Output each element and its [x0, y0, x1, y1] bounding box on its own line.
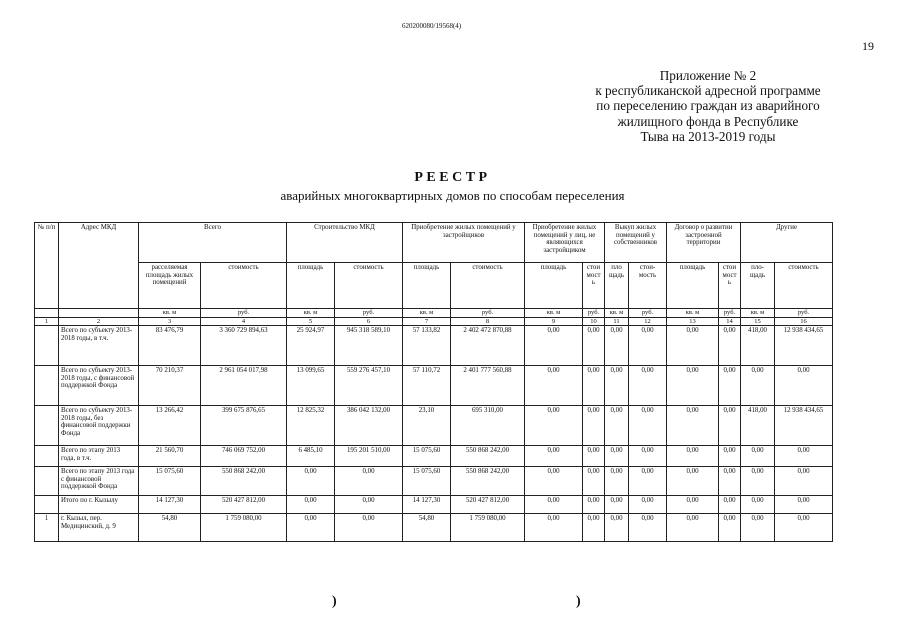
row-address: Всего по этапу 2013 года, в т.ч. — [59, 446, 139, 467]
subheader-area: площадь — [403, 263, 451, 309]
value-cell: 0,00 — [629, 467, 667, 496]
page-number: 19 — [862, 39, 874, 53]
table-row — [35, 514, 833, 542]
table-row — [35, 326, 833, 366]
value-cell: 386 042 132,00 — [335, 406, 403, 446]
subheader-cost: стоимость — [775, 263, 833, 309]
register-title: РЕЕСТР — [414, 170, 491, 185]
value-cell: 0,00 — [629, 514, 667, 542]
header-buyout: Выкуп жилых помещений у собственников — [605, 223, 667, 263]
value-cell: 70 210,37 — [139, 366, 201, 406]
value-cell: 0,00 — [583, 467, 605, 496]
value-cell: 0,00 — [775, 496, 833, 514]
value-cell: 0,00 — [525, 467, 583, 496]
column-number: 4 — [201, 317, 287, 326]
column-number: 3 — [139, 317, 201, 326]
value-cell: 2 402 472 870,88 — [451, 326, 525, 366]
value-cell: 57 110,72 — [403, 366, 451, 406]
value-cell: 945 318 589,10 — [335, 326, 403, 366]
subheader-area: пло щадь — [605, 263, 629, 309]
value-cell: 0,00 — [719, 366, 741, 406]
table-row — [35, 446, 833, 467]
column-number: 15 — [741, 317, 775, 326]
value-cell: 0,00 — [605, 496, 629, 514]
register-subtitle: аварийных многоквартирных домов по способам переселения — [280, 188, 625, 203]
value-cell: 13 266,42 — [139, 406, 201, 446]
value-cell: 15 075,60 — [403, 446, 451, 467]
value-cell: 0,00 — [667, 366, 719, 406]
value-cell: 0,00 — [583, 406, 605, 446]
value-cell: 0,00 — [629, 366, 667, 406]
column-number: 2 — [59, 317, 139, 326]
unit-cell: кв. м — [605, 309, 629, 318]
value-cell: 12 938 434,65 — [775, 406, 833, 446]
value-cell: 0,00 — [667, 326, 719, 366]
value-cell: 0,00 — [525, 514, 583, 542]
value-cell: 0,00 — [605, 467, 629, 496]
document-number: 620200080/19568(4) — [402, 22, 462, 30]
value-cell: 0,00 — [667, 467, 719, 496]
value-cell: 0,00 — [629, 496, 667, 514]
row-number — [35, 406, 59, 446]
value-cell: 0,00 — [583, 326, 605, 366]
header-address: Адрес МКД — [59, 223, 139, 309]
row-number — [35, 366, 59, 406]
appendix-line: к республиканской адресной программе — [595, 83, 821, 99]
value-cell: 25 924,97 — [287, 326, 335, 366]
value-cell: 520 427 812,00 — [201, 496, 287, 514]
value-cell: 559 276 457,10 — [335, 366, 403, 406]
value-cell: 0,00 — [525, 446, 583, 467]
value-cell: 0,00 — [287, 496, 335, 514]
value-cell: 15 075,60 — [139, 467, 201, 496]
unit-cell: кв. м — [139, 309, 201, 318]
value-cell: 12 938 434,65 — [775, 326, 833, 366]
value-cell: 0,00 — [629, 406, 667, 446]
column-number: 5 — [287, 317, 335, 326]
value-cell: 0,00 — [775, 366, 833, 406]
value-cell: 0,00 — [719, 326, 741, 366]
value-cell: 0,00 — [719, 514, 741, 542]
value-cell: 550 868 242,00 — [451, 467, 525, 496]
header-acquisition-others: Приобретение жилых помещений у лиц, не являющихся застройщиком — [525, 223, 605, 263]
column-number: 7 — [403, 317, 451, 326]
value-cell: 0,00 — [741, 496, 775, 514]
value-cell: 0,00 — [525, 326, 583, 366]
value-cell: 0,00 — [605, 514, 629, 542]
subheader-area: пло- щадь — [741, 263, 775, 309]
table-row — [35, 467, 833, 496]
subheader-cost: стоимость — [335, 263, 403, 309]
column-number: 12 — [629, 317, 667, 326]
row-number: 1 — [35, 514, 59, 542]
value-cell: 0,00 — [775, 514, 833, 542]
value-cell: 0,00 — [667, 446, 719, 467]
value-cell: 1 759 080,00 — [201, 514, 287, 542]
value-cell: 0,00 — [667, 496, 719, 514]
unit-empty — [59, 309, 139, 318]
value-cell: 83 476,79 — [139, 326, 201, 366]
value-cell: 746 069 752,00 — [201, 446, 287, 467]
header-number: № п/п — [35, 223, 59, 309]
column-number: 1 — [35, 317, 59, 326]
unit-cell: кв. м — [287, 309, 335, 318]
value-cell: 0,00 — [525, 366, 583, 406]
row-address: Всего по этапу 2013 года с финансовой поддержкой Фонда — [59, 467, 139, 496]
value-cell: 21 560,70 — [139, 446, 201, 467]
unit-cell: руб. — [775, 309, 833, 318]
unit-cell: руб. — [629, 309, 667, 318]
value-cell: 54,80 — [139, 514, 201, 542]
subheader-cost: стоимость — [201, 263, 287, 309]
row-address: Всего по субъекту 2013-2018 годы, с финансовой поддержкой Фонда — [59, 366, 139, 406]
value-cell: 195 201 510,00 — [335, 446, 403, 467]
value-cell: 0,00 — [605, 366, 629, 406]
value-cell: 12 825,32 — [287, 406, 335, 446]
scan-mark: ) — [332, 594, 337, 609]
appendix-line: по переселению граждан из аварийного — [596, 98, 820, 114]
value-cell: 0,00 — [775, 467, 833, 496]
value-cell: 0,00 — [525, 496, 583, 514]
value-cell: 550 868 242,00 — [451, 446, 525, 467]
value-cell: 1 759 080,00 — [451, 514, 525, 542]
value-cell: 0,00 — [775, 446, 833, 467]
value-cell: 550 868 242,00 — [201, 467, 287, 496]
unit-cell: руб. — [451, 309, 525, 318]
value-cell: 0,00 — [335, 496, 403, 514]
header-construction: Строительство МКД — [287, 223, 403, 263]
header-other: Другие — [741, 223, 833, 263]
value-cell: 54,80 — [403, 514, 451, 542]
row-number — [35, 326, 59, 366]
value-cell: 13 099,65 — [287, 366, 335, 406]
column-number: 9 — [525, 317, 583, 326]
value-cell: 15 075,60 — [403, 467, 451, 496]
subheader-area: площадь — [667, 263, 719, 309]
value-cell: 0,00 — [719, 446, 741, 467]
column-number: 11 — [605, 317, 629, 326]
appendix-line: жилищного фонда в Республике — [617, 113, 799, 129]
value-cell: 0,00 — [583, 366, 605, 406]
value-cell: 0,00 — [629, 446, 667, 467]
value-cell: 399 675 876,65 — [201, 406, 287, 446]
row-address: Всего по субъекту 2013-2018 годы, в т.ч. — [59, 326, 139, 366]
value-cell: 14 127,30 — [139, 496, 201, 514]
value-cell: 0,00 — [741, 514, 775, 542]
value-cell: 0,00 — [741, 467, 775, 496]
header-total: Всего — [139, 223, 287, 263]
value-cell: 0,00 — [583, 496, 605, 514]
value-cell: 3 360 729 894,63 — [201, 326, 287, 366]
value-cell: 0,00 — [719, 467, 741, 496]
value-cell: 0,00 — [667, 406, 719, 446]
row-number — [35, 496, 59, 514]
value-cell: 0,00 — [741, 446, 775, 467]
unit-cell: руб. — [583, 309, 605, 318]
subheader-area: площадь — [287, 263, 335, 309]
appendix-line: Тыва на 2013-2019 годы — [640, 128, 776, 144]
table-row — [35, 496, 833, 514]
subheader-cost: стои мост ь — [719, 263, 741, 309]
value-cell: 0,00 — [629, 326, 667, 366]
value-cell: 14 127,30 — [403, 496, 451, 514]
unit-cell: кв. м — [525, 309, 583, 318]
value-cell: 418,00 — [741, 326, 775, 366]
value-cell: 0,00 — [287, 467, 335, 496]
unit-cell: руб. — [335, 309, 403, 318]
value-cell: 0,00 — [741, 366, 775, 406]
value-cell: 2 401 777 560,88 — [451, 366, 525, 406]
subheader-area-resettled: расселяемая площадь жилых помещений — [139, 263, 201, 309]
subheader-cost: стоимость — [451, 263, 525, 309]
row-number — [35, 446, 59, 467]
row-address: г. Кызыл, пер. Медицинский, д. 9 — [59, 514, 139, 542]
unit-empty — [35, 309, 59, 318]
column-number: 13 — [667, 317, 719, 326]
column-number: 8 — [451, 317, 525, 326]
header-territory-contract: Договор о развитии застроенной территории — [667, 223, 741, 263]
table-row — [35, 406, 833, 446]
appendix-header — [543, 68, 873, 144]
value-cell: 520 427 812,00 — [451, 496, 525, 514]
row-number — [35, 467, 59, 496]
value-cell: 0,00 — [667, 514, 719, 542]
value-cell: 0,00 — [525, 406, 583, 446]
unit-cell: кв. м — [667, 309, 719, 318]
value-cell: 0,00 — [719, 406, 741, 446]
value-cell: 0,00 — [335, 514, 403, 542]
subheader-area: площадь — [525, 263, 583, 309]
value-cell: 0,00 — [583, 514, 605, 542]
value-cell: 418,00 — [741, 406, 775, 446]
unit-cell: руб. — [719, 309, 741, 318]
value-cell: 0,00 — [583, 446, 605, 467]
row-address: Итого по г. Кызылу — [59, 496, 139, 514]
value-cell: 0,00 — [605, 326, 629, 366]
unit-cell: кв. м — [403, 309, 451, 318]
registry-table — [34, 222, 833, 542]
value-cell: 6 485,10 — [287, 446, 335, 467]
subheader-cost: стои мост ь — [583, 263, 605, 309]
column-number: 16 — [775, 317, 833, 326]
value-cell: 0,00 — [719, 496, 741, 514]
unit-cell: кв. м — [741, 309, 775, 318]
value-cell: 57 133,82 — [403, 326, 451, 366]
column-number: 6 — [335, 317, 403, 326]
unit-cell: руб. — [201, 309, 287, 318]
value-cell: 2 961 054 017,98 — [201, 366, 287, 406]
value-cell: 0,00 — [605, 446, 629, 467]
table-row — [35, 366, 833, 406]
value-cell: 0,00 — [335, 467, 403, 496]
column-number: 10 — [583, 317, 605, 326]
row-address: Всего по субъекту 2013-2018 годы, без финансовой поддержки Фонда — [59, 406, 139, 446]
header-acquisition-developers: Приобретение жилых помещений у застройщиков — [403, 223, 525, 263]
column-number: 14 — [719, 317, 741, 326]
value-cell: 0,00 — [287, 514, 335, 542]
value-cell: 0,00 — [605, 406, 629, 446]
value-cell: 695 310,00 — [451, 406, 525, 446]
scan-mark: ) — [576, 594, 581, 609]
value-cell: 23,10 — [403, 406, 451, 446]
subheader-cost: стои- мость — [629, 263, 667, 309]
appendix-line: Приложение № 2 — [659, 68, 757, 83]
